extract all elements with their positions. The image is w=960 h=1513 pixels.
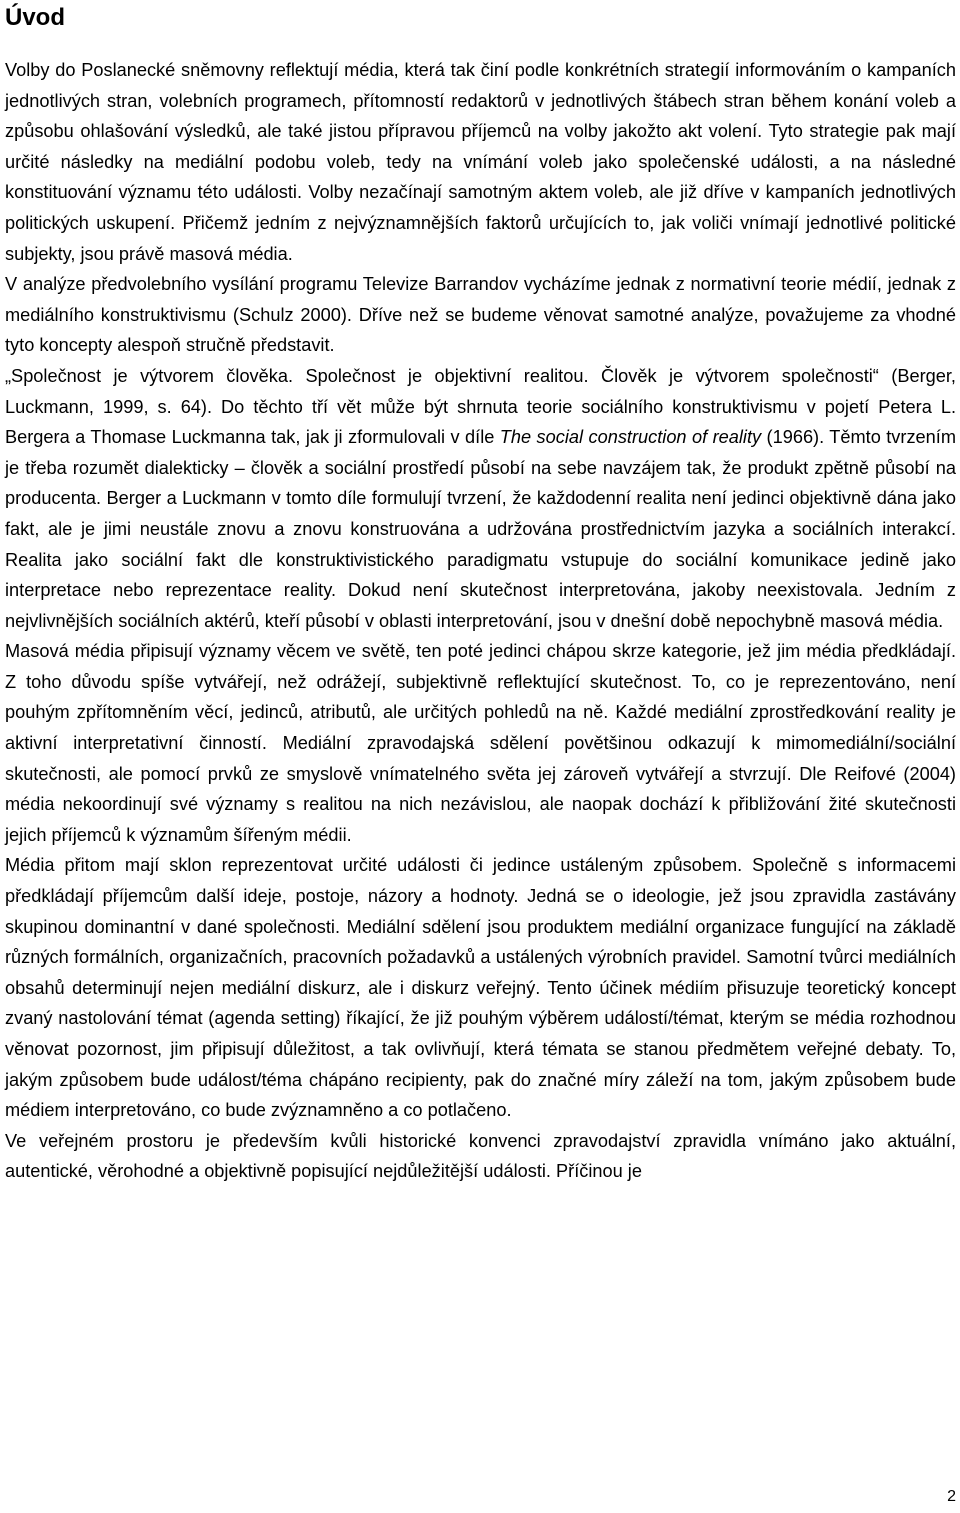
- paragraph-public-space: Ve veřejném prostoru je především kvůli historické konvenci zpravodajství zpravidla vnímáno jako aktuální, autentické, věrohodné a objektivně popisující nejdůležitější události. Příčinou je: [5, 1130, 956, 1182]
- document-page: [5, 0, 956, 1187]
- paragraph-elections-media: Volby do Poslanecké sněmovny reflektují média, která tak činí podle konkrétních strategií informováním o kampaních jednotlivých stran, volebních programech, přítomností redaktorů v jednotlivých štábech stran během konání voleb a způsobu ohlašování výsledků, ale také jistou přípravou příjemců na volby jakožto akt volení. Tyto strategie pak mají určité následky na mediální podobu voleb, tedy na vnímání voleb jako společenské události, a na následné konstituování významu této události. Volby nezačínají samotným aktem voleb, ale již dříve v kampaních jednotlivých politických uskupení. Přičemž jedním z nejvýznamnějších faktorů určujících to, jak voliči vnímají jednotlivé politické subjekty, jsou právě masová média.: [5, 60, 956, 264]
- paragraph-media-meanings: Masová média připisují významy věcem ve světě, ten poté jedinci chápou skrze kategorie, jež jim média předkládají. Z toho důvodu spíše vytvářejí, než odrážejí, subjektivně reflektující skutečnost. To, co je reprezentováno, není pouhým zpřítomněním věcí, jedinců, atributů, ale určitých pohledů na ně. Každé mediální zprostředkování reality je aktivní interpretativní činností. Mediální zpravodajská sdělení povětšinou odkazují k mimomediální/sociální skutečnosti, ale pomocí prvků ze smyslově vnímatelného světa jej zároveň vytvářejí a stvrzují. Dle Reifové (2004) média nekoordinují své významy s realitou na nich nezávislou, ale naopak dochází k přibližování žité skutečnosti jejich příjemců k významům šířeným médii.: [5, 641, 956, 845]
- paragraph-social-constructivism: [5, 361, 956, 636]
- paragraph-text-part: (1966). Těmto tvrzením je třeba rozumět dialekticky – člověk a sociální prostředí působí na sebe navzájem tak, že produkt zpětně působí na producenta. Berger a Luckmann v tomto díle formulují tvrzení, že každodenní realita není jedinci objektivně dána jako fakt, ale je jimi neustále znovu a znovu konstruována a udržována prostřednictvím jazyka a sociálních interakcí. Realita jako sociální fakt dle konstruktivistického paradigmatu vstupuje do sociální komunikace jedině jako interpretace nebo reprezentace reality. Dokud není skutečnost interpretována, jakoby neexistovala. Jedním z nejvlivnějších sociálních aktérů, kteří působí v oblasti interpretování, jsou v dnešní době nepochybně masová média.: [5, 427, 956, 631]
- page-number: 2: [947, 1488, 956, 1505]
- paragraph-analysis-approach: V analýze předvolebního vysílání programu Televize Barrandov vycházíme jednak z normativní teorie médií, jednak z mediálního konstruktivismu (Schulz 2000). Dříve než se budeme věnovat samotné analýze, považujeme za vhodné tyto koncepty alespoň stručně představit.: [5, 274, 956, 356]
- book-title: The social construction of reality: [499, 427, 762, 448]
- paragraph-text-part: „Společnost je výtvorem člověka. Společnost je objektivní realitou. Člověk je výtvorem společnosti“ (Berger, Luckmann, 1999, s. 64). Do těchto tří vět může být shrnuta teorie sociálního konstruktivismu v pojetí Petera L. Bergera a Thomase Luckmanna tak, jak ji zformulovali v díle: [5, 365, 956, 448]
- paragraph-media-representation: Média přitom mají sklon reprezentovat určité události či jedince ustáleným způsobem. Společně s informacemi předkládají příjemcům další ideje, postoje, názory a hodnoty. Jedná se o ideologie, jež jsou zpravidla zastávány skupinou dominantní v dané společnosti. Mediální sdělení jsou produktem mediální organizace fungující na základě různých formálních, organizačních, pracovních požadavků a ustálených výrobních pravidel. Samotní tvůrci mediálních obsahů determinují nejen mediální diskurz, ale i diskurz veřejný. Tento účinek médiím přisuzuje teoretický koncept zvaný nastolování témat (agenda setting) říkající, že již pouhým výběrem událostí/témat, kterým se média rozhodnou věnovat pozornost, jim připisují důležitost, a tak ovlivňují, která témata se stanou předmětem veřejné debaty. To, jakým způsobem bude událost/téma chápáno recipienty, pak do značné míry záleží na tom, jakým způsobem bude médiem interpretováno, co bude zvýznamněno a co potlačeno.: [5, 855, 956, 1121]
- document-body: [5, 55, 956, 1187]
- section-heading: Úvod: [5, 4, 65, 31]
